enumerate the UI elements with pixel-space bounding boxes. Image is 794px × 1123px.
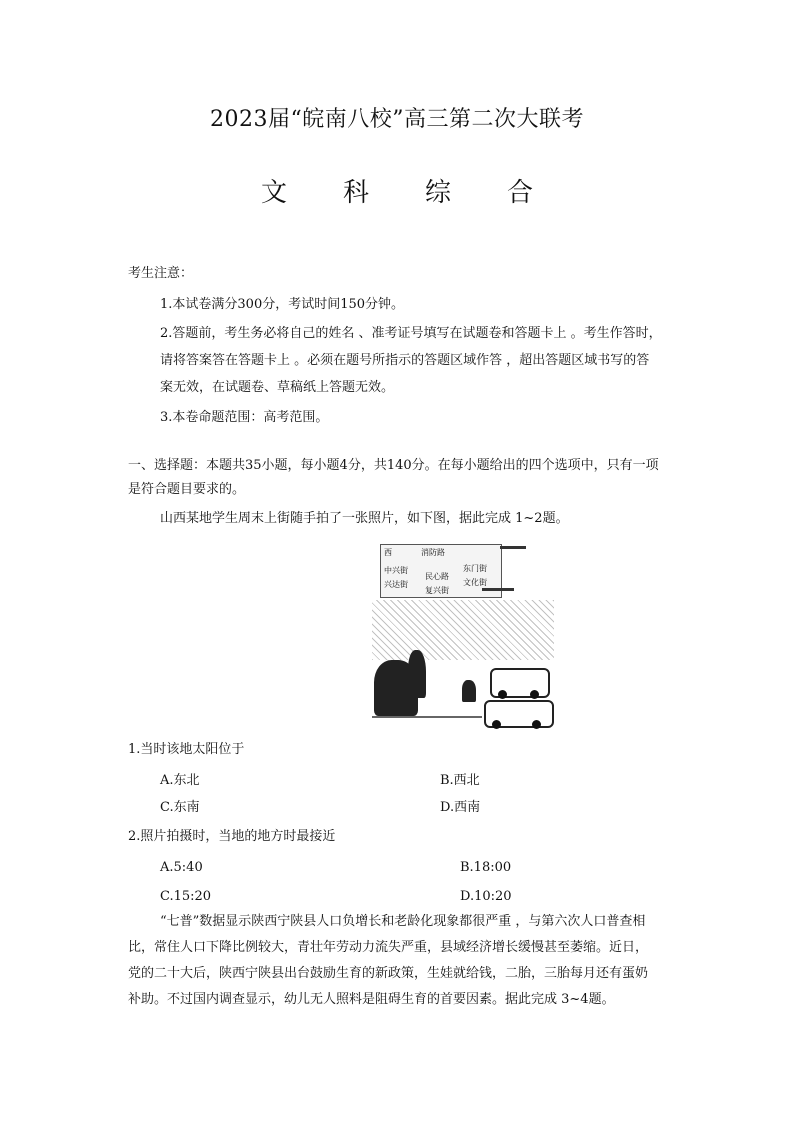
passage-line-4: 补助。不过国内调查显示，幼儿无人照料是阻碍生育的首要因素。据此完成 3~4题。 (128, 992, 615, 1007)
car-shape (484, 700, 554, 728)
wheel (532, 720, 541, 729)
wheel (492, 720, 501, 729)
question-1-option-c[interactable]: C.东南 (160, 800, 200, 815)
question-2-stem: 2.照片拍摄时，当地的地方时最接近 (128, 829, 336, 844)
sign-label: 民心路 (425, 572, 449, 581)
passage-line-3: 党的二十大后，陕西宁陕县出台鼓励生育的新政策，生娃就给钱，二胎，三胎每月还有蛋奶 (128, 966, 649, 981)
sign-label: 兴达街 (384, 580, 408, 589)
sign-label: 文化街 (463, 578, 487, 587)
sign-label: 西 (384, 548, 392, 557)
sign-arrow (500, 546, 526, 549)
question-2-option-a[interactable]: A.5:40 (160, 860, 203, 875)
question-1-stem: 1.当时该地太阳位于 (128, 742, 245, 757)
question-2-option-b[interactable]: B.18:00 (460, 860, 512, 875)
question-2-option-d[interactable]: D.10:20 (460, 889, 512, 904)
tower-silhouette (408, 650, 426, 698)
subject-char: 合 (507, 178, 534, 208)
sign-arrow (482, 588, 514, 591)
car-shape (490, 668, 550, 698)
question-1-option-b[interactable]: B.西北 (440, 773, 480, 788)
sign-label: 消防路 (421, 548, 445, 557)
question-1-option-d[interactable]: D.西南 (440, 800, 481, 815)
subject-char: 文 (260, 178, 287, 208)
exam-title: 2023届“皖南八校”高三第二次大联考 (210, 107, 584, 132)
subject-char: 综 (425, 178, 452, 208)
question-2-option-c[interactable]: C.15:20 (160, 889, 212, 904)
section-1-line-1: 一、选择题：本题共35小题，每小题4分，共140分。在每小题给出的四个选项中，只有一项 (128, 458, 659, 473)
notice-item-2-line-2: 请将答案答在答题卡上 。必须在题号所指示的答题区域作答 ，超出答题区域书写的答 (160, 353, 650, 368)
wheel (530, 690, 539, 699)
notice-item-3: 3.本卷命题范围：高考范围。 (160, 410, 329, 425)
sign-label: 东门街 (463, 564, 487, 573)
person-silhouette (462, 680, 476, 702)
watermark-overlay (372, 600, 554, 660)
sign-label: 中兴街 (384, 566, 408, 575)
notice-item-2-line-1: 2.答题前，考生务必将自己的姓名 、准考证号填写在试题卷和答题卡上 。考生作答时， (160, 326, 662, 341)
notice-item-1: 1.本试卷满分300分，考试时间150分钟。 (160, 297, 405, 312)
notice-heading: 考生注意： (128, 266, 194, 281)
question-1-option-a[interactable]: A.东北 (160, 773, 200, 788)
street-photo (372, 540, 554, 730)
subject-char: 科 (342, 178, 369, 208)
notice-item-2-line-3: 案无效，在试题卷、草稿纸上答题无效。 (160, 380, 395, 395)
subject-title (0, 172, 794, 209)
wheel (498, 690, 507, 699)
road-line (372, 716, 482, 718)
sign-label: 复兴街 (425, 586, 449, 595)
passage-line-2: 比，常住人口下降比例较大，青壮年劳动力流失严重，县域经济增长缓慢甚至萎缩。近日， (128, 940, 649, 955)
passage-line-1: “七普”数据显示陕西宁陕县人口负增长和老龄化现象都很严重 ，与第六次人口普查相 (160, 914, 646, 929)
section-1-line-2: 是符合题目要求的。 (128, 482, 246, 497)
question-intro: 山西某地学生周末上街随手拍了一张照片，如下图，据此完成 1~2题。 (160, 511, 569, 526)
